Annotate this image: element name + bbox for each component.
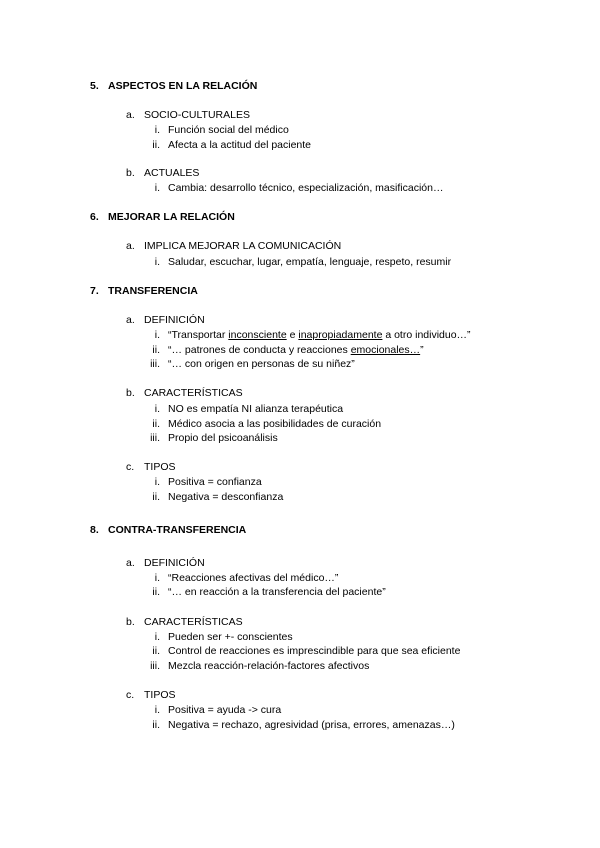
subsection-heading: a. IMPLICA MEJORAR LA COMUNICACIÓN [126,240,342,252]
subsection-heading: b. CARACTERÍSTICAS [126,616,243,628]
subsection-heading: c. TIPOS [126,689,176,701]
subsection-heading: c. TIPOS [126,461,176,473]
document-page: 5. ASPECTOS EN LA RELACIÓN a. SOCIO-CULTURALES i. Función social del médico ii. Afecta a la actitud del paciente b. ACTUALES i. Cambia: desarrollo técnico, especialización, masificación… 6. MEJORAR LA RELACIÓN a. IMPLICA MEJORAR LA COMUNICACIÓN i. Saludar, escuchar, lugar, empatía, lenguaje, respeto, resumir 7. TRANSFERENCIA a. DEFINICIÓN i. “Transportar inconsciente e inapropiadamente a otro individuo…” ii. “… patrones de conducta y reacciones emocionales…” iii. “… con origen en personas de su niñez” b. CARACTERÍSTICAS i. NO es empatía NI alianza terapéutica ii. Médico asocia a las posibilidades de curación iii. Propio del psicoanálisis c. TIPOS i. Positiva = confianza ii. Negativa = desconfianza 8. CONTRA-TRANSFERENCIA a. DEFINICIÓN i. “Reacciones afectivas del médico…” ii. “… en reacción a la transferencia del paciente” b. CARACTERÍSTICAS i. Pueden ser +- conscientes ii. Control de reacciones es imprescindible para que sea eficiente iii. Mezcla reacción-relación-factores afectivos c. TIPOS i. Positiva = ayuda -> cura ii. Negativa = rechazo, agresividad (prisa, errores, amenazas…) [90,80,471,731]
subsection-heading: b. CARACTERÍSTICAS [126,387,243,399]
section-heading: 8. CONTRA-TRANSFERENCIA [90,524,247,536]
subsection-heading: b. ACTUALES [126,167,200,179]
subsection-heading: a. DEFINICIÓN [126,557,205,569]
section-heading: 7. TRANSFERENCIA [90,285,198,297]
section-heading: 5. ASPECTOS EN LA RELACIÓN [90,80,258,92]
subsection-heading: a. SOCIO-CULTURALES [126,109,250,121]
subsection-heading: a. DEFINICIÓN [126,314,205,326]
section-heading: 6. MEJORAR LA RELACIÓN [90,211,235,223]
